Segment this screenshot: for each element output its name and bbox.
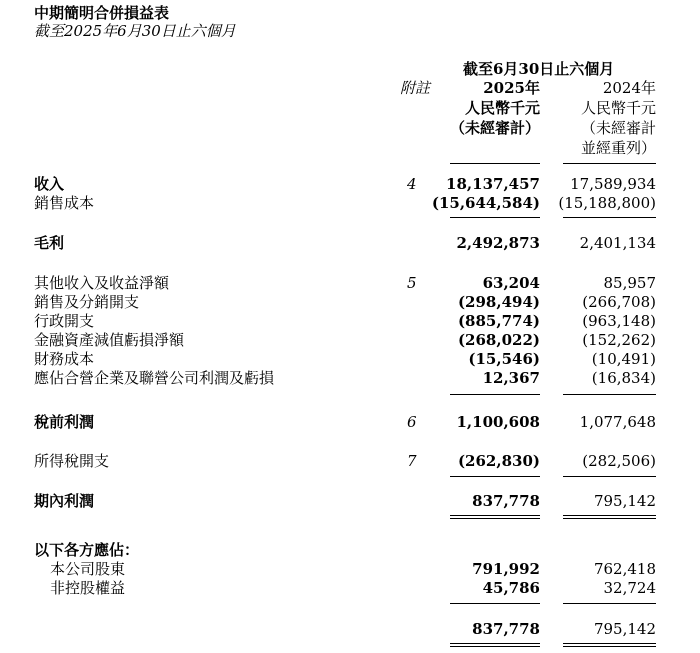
value-2024: 2,401,134 — [579, 234, 656, 252]
row-label: 以下各方應佔： — [34, 541, 140, 559]
table-row — [0, 541, 700, 560]
table-row — [0, 560, 700, 579]
row-label: 非控股權益 — [50, 579, 126, 597]
header-2024-restated: 並經重列） — [580, 139, 656, 157]
header-underline-2025 — [450, 163, 540, 164]
column-header-2025 — [450, 78, 540, 138]
total-double-rule-2025 — [450, 643, 540, 647]
value-2025: 837,778 — [472, 492, 540, 510]
table-row — [0, 492, 700, 511]
table-row — [0, 194, 700, 213]
table-row — [0, 452, 700, 471]
value-2024: (266,708) — [582, 293, 656, 311]
row-label: 銷售及分銷開支 — [34, 293, 140, 311]
value-2025: 2,492,873 — [456, 234, 540, 252]
value-2024: (10,491) — [591, 350, 656, 368]
row-note: 4 — [407, 175, 417, 193]
row-label: 期內利潤 — [34, 492, 95, 510]
header-2024-year: 2024年 — [602, 79, 656, 97]
row-label: 本公司股東 — [50, 560, 126, 578]
period-header: 截至6月30日止六個月 — [463, 60, 615, 78]
value-2025: (15,546) — [468, 350, 540, 368]
value-2024: 1,077,648 — [579, 413, 656, 431]
total-double-rule-2025 — [450, 515, 540, 519]
value-2024: 762,418 — [593, 560, 656, 578]
value-2024: 32,724 — [603, 579, 656, 597]
row-label: 所得稅開支 — [34, 452, 110, 470]
table-row — [0, 175, 700, 194]
total-double-rule-2024 — [563, 643, 656, 647]
header-2025-status: （未經審計） — [449, 119, 540, 137]
value-2025: (298,494) — [457, 293, 540, 311]
table-row — [0, 620, 700, 639]
total-double-rule-2024 — [563, 515, 656, 519]
row-label: 行政開支 — [34, 312, 95, 330]
row-label: 金融資產減值虧損淨額 — [34, 331, 185, 349]
header-underline-2024 — [563, 163, 656, 164]
value-2025: (268,022) — [457, 331, 540, 349]
subtotal-rule-2025 — [450, 476, 540, 477]
value-2025: 63,204 — [482, 274, 540, 292]
table-row — [0, 312, 700, 331]
value-2025: 1,100,608 — [456, 413, 540, 431]
subtotal-rule-2024 — [563, 217, 656, 218]
row-label: 應佔合營企業及聯營公司利潤及虧損 — [34, 369, 275, 387]
note-column-header: 附註 — [400, 79, 431, 97]
subtotal-rule-2025 — [450, 217, 540, 218]
row-label: 稅前利潤 — [34, 413, 95, 431]
value-2025: 45,786 — [482, 579, 540, 597]
header-2025-unit: 人民幣千元 — [464, 99, 540, 117]
value-2024: (152,262) — [582, 331, 656, 349]
subtotal-rule-2025 — [450, 394, 540, 395]
value-2025: 18,137,457 — [446, 175, 540, 193]
table-row — [0, 413, 700, 432]
value-2025: (15,644,584) — [431, 194, 540, 212]
row-note: 5 — [407, 274, 417, 292]
row-label: 財務成本 — [34, 350, 95, 368]
row-label: 毛利 — [34, 234, 65, 252]
header-2024-status: （未經審計 — [580, 119, 656, 137]
row-label: 銷售成本 — [34, 194, 95, 212]
value-2024: 85,957 — [603, 274, 656, 292]
header-2024-unit: 人民幣千元 — [580, 99, 656, 117]
header-2025-year: 2025年 — [483, 79, 540, 97]
subtotal-rule-2024 — [563, 476, 656, 477]
table-row — [0, 350, 700, 369]
column-header-2024 — [581, 78, 656, 158]
row-label: 收入 — [34, 175, 65, 193]
table-row — [0, 579, 700, 598]
subtotal-rule-2024 — [563, 394, 656, 395]
value-2024: 795,142 — [593, 492, 656, 510]
value-2025: 837,778 — [472, 620, 540, 638]
value-2024: (15,188,800) — [558, 194, 656, 212]
row-note: 6 — [407, 413, 417, 431]
subtotal-rule-2025 — [450, 603, 540, 604]
subtotal-rule-2024 — [563, 603, 656, 604]
table-row — [0, 293, 700, 312]
value-2025: 791,992 — [472, 560, 540, 578]
value-2024: 795,142 — [593, 620, 656, 638]
value-2024: (16,834) — [591, 369, 656, 387]
value-2024: (963,148) — [582, 312, 656, 330]
table-row — [0, 234, 700, 253]
value-2025: (885,774) — [457, 312, 540, 330]
value-2025: 12,367 — [482, 369, 540, 387]
table-row — [0, 369, 700, 388]
row-label: 其他收入及收益淨額 — [34, 274, 170, 292]
statement-subtitle: 截至2025年6月30日止六個月 — [34, 22, 236, 40]
table-row — [0, 331, 700, 350]
row-note: 7 — [407, 452, 417, 470]
value-2025: (262,830) — [457, 452, 540, 470]
value-2024: 17,589,934 — [570, 175, 656, 193]
statement-title: 中期簡明合併損益表 — [34, 4, 170, 22]
value-2024: (282,506) — [582, 452, 656, 470]
table-row — [0, 274, 700, 293]
